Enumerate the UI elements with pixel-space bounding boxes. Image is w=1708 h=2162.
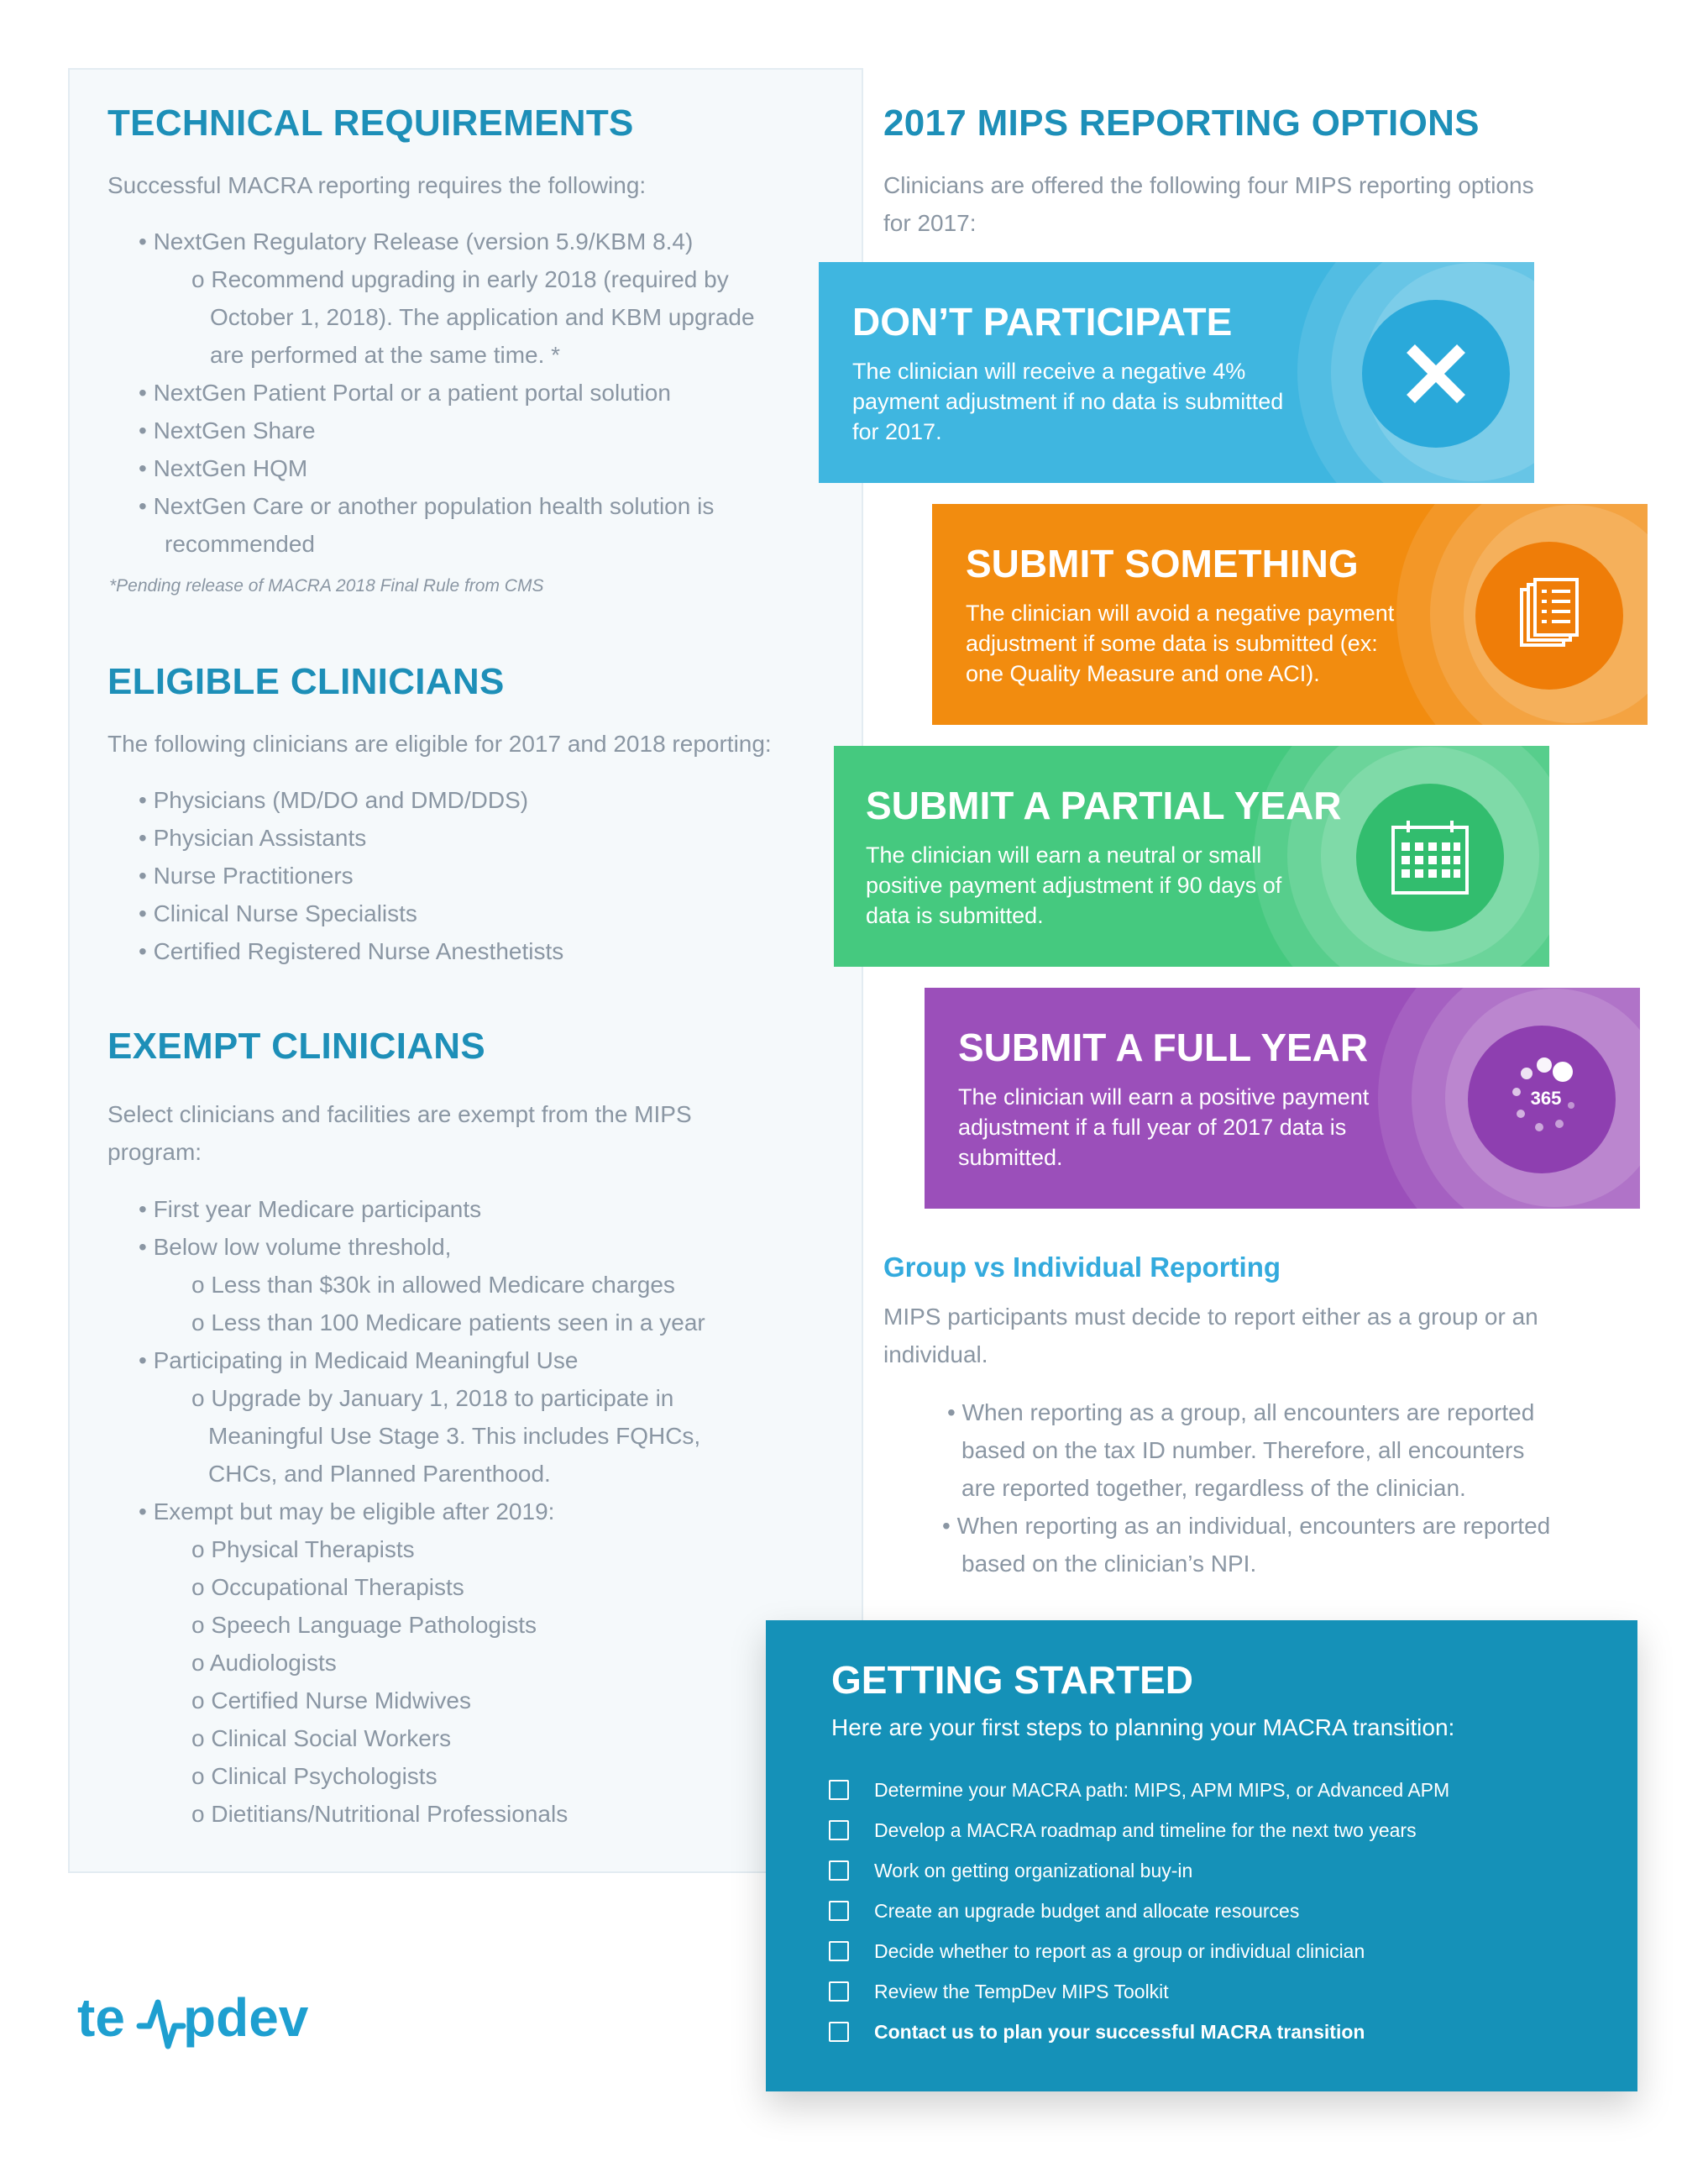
365-cycle-icon (1468, 1026, 1616, 1173)
checklist-label: Create an upgrade budget and allocate resources (874, 1899, 1300, 1922)
getting-started-heading: GETTING STARTED (831, 1658, 1194, 1702)
getting-started-subtitle: Here are your first steps to planning your MACRA transition: (831, 1714, 1455, 1740)
checklist-label: Work on getting organizational buy-in (874, 1859, 1193, 1881)
list-item: o Upgrade by January 1, 2018 to participate in (191, 1385, 674, 1411)
list-item: recommended (165, 531, 315, 557)
group-intro-1: MIPS participants must decide to report either as a group or an (883, 1304, 1538, 1330)
group-vs-individual-heading: Group vs Individual Reporting (883, 1252, 1281, 1283)
checklist-item[interactable] (829, 1858, 1192, 1883)
checklist-item[interactable] (829, 1898, 1299, 1923)
list-item: Meaningful Use Stage 3. This includes FQHCs, (208, 1423, 701, 1449)
list-item: are performed at the same time. * (210, 342, 561, 368)
exempt-intro-1: Select clinicians and facilities are exempt from the MIPS (107, 1101, 692, 1127)
list-item: • NextGen HQM (139, 455, 308, 481)
checkbox[interactable] (829, 1941, 849, 1961)
mips-intro-2: for 2017: (883, 210, 977, 236)
option-title: SUBMIT A FULL YEAR (958, 1026, 1369, 1069)
mips-options-heading: 2017 MIPS REPORTING OPTIONS (883, 102, 1480, 144)
list-item: o Audiologists (191, 1650, 337, 1676)
document-list-icon (1475, 542, 1623, 690)
list-item: o Recommend upgrading in early 2018 (required by (191, 266, 729, 292)
list-item: o Occupational Therapists (191, 1574, 464, 1600)
option-desc: The clinician will earn a positive payment adjustment if a full year of 2017 data is submitted. (958, 1084, 1370, 1170)
checklist-item[interactable] (829, 1818, 1417, 1843)
option-desc: The clinician will receive a negative 4% payment adjustment if no data is submitted for 2017. (852, 359, 1284, 444)
checklist-label: Develop a MACRA roadmap and timeline for the next two years (874, 1818, 1417, 1841)
x-icon (1362, 300, 1510, 448)
exempt-clinicians-heading: EXEMPT CLINICIANS (107, 1026, 486, 1067)
list-item: • Certified Registered Nurse Anesthetists (139, 938, 564, 964)
list-item: • Nurse Practitioners (139, 863, 354, 889)
option-submit-partial-year (834, 746, 1549, 967)
option-dont-participate (819, 262, 1534, 483)
option-desc: The clinician will earn a neutral or small positive payment adjustment if 90 days of data is submitted. (866, 842, 1282, 928)
list-item: o Less than $30k in allowed Medicare charges (191, 1272, 675, 1298)
list-item: • NextGen Care or another population health solution is (139, 493, 715, 519)
getting-started-panel (766, 1620, 1637, 2091)
365-label: 365 (1530, 1088, 1562, 1109)
list-item: • NextGen Regulatory Release (version 5.9/KBM 8.4) (139, 228, 694, 255)
checklist-item[interactable] (829, 1979, 1169, 2004)
option-submit-something (932, 504, 1648, 725)
eligible-intro: The following clinicians are eligible for 2017 and 2018 reporting: (107, 731, 772, 757)
list-item: • When reporting as an individual, encounters are reported (942, 1513, 1551, 1539)
checkbox[interactable] (829, 1901, 849, 1921)
list-item: based on the tax ID number. Therefore, all encounters (961, 1437, 1525, 1463)
exempt-intro-2: program: (107, 1139, 202, 1165)
checkbox[interactable] (829, 2022, 849, 2042)
footnote: *Pending release of MACRA 2018 Final Rule from CMS (109, 576, 544, 596)
calendar-icon (1356, 784, 1504, 931)
option-title: SUBMIT SOMETHING (966, 542, 1359, 585)
option-title: SUBMIT A PARTIAL YEAR (866, 784, 1342, 827)
list-item: • NextGen Patient Portal or a patient portal solution (139, 380, 671, 406)
checkbox[interactable] (829, 1820, 849, 1840)
checklist-item[interactable] (829, 2019, 1365, 2044)
checklist-label: Contact us to plan your successful MACRA transition (874, 2020, 1365, 2043)
logo-wordmark-start: te (77, 1987, 125, 2048)
list-item: o Clinical Psychologists (191, 1763, 437, 1789)
list-item: • Physician Assistants (139, 825, 367, 851)
checkbox[interactable] (829, 1860, 849, 1881)
option-submit-full-year (925, 988, 1640, 1209)
list-item: o Dietitians/Nutritional Professionals (191, 1801, 568, 1827)
list-item: o Certified Nurse Midwives (191, 1687, 471, 1713)
checkbox[interactable] (829, 1780, 849, 1800)
technical-requirements-heading: TECHNICAL REQUIREMENTS (107, 102, 634, 144)
heartbeat-icon (139, 2002, 183, 2046)
logo-wordmark-end: pdev (183, 1987, 309, 2048)
list-item: based on the clinician’s NPI. (961, 1551, 1257, 1577)
checklist-label: Review the TempDev MIPS Toolkit (874, 1980, 1169, 2002)
list-item: October 1, 2018). The application and KBM upgrade (210, 304, 755, 330)
tempdev-logo (77, 1984, 329, 2060)
list-item: are reported together, regardless of the clinician. (961, 1475, 1466, 1501)
group-intro-2: individual. (883, 1341, 988, 1367)
list-item: • When reporting as a group, all encounters are reported (947, 1399, 1535, 1425)
checklist-item[interactable] (829, 1939, 1365, 1964)
technical-intro: Successful MACRA reporting requires the following: (107, 172, 647, 198)
list-item: • Participating in Medicaid Meaningful Use (139, 1347, 579, 1373)
option-title: DON’T PARTICIPATE (852, 300, 1233, 344)
list-item: CHCs, and Planned Parenthood. (208, 1461, 551, 1487)
checkbox[interactable] (829, 1981, 849, 2002)
eligible-clinicians-heading: ELIGIBLE CLINICIANS (107, 661, 505, 702)
list-item: • First year Medicare participants (139, 1196, 482, 1222)
checklist-item[interactable] (829, 1777, 1449, 1803)
list-item: o Less than 100 Medicare patients seen in a year (191, 1309, 705, 1336)
option-desc: The clinician will avoid a negative payment adjustment if some data is submitted (ex: one Quality Measure and one ACI). (966, 601, 1395, 686)
list-item: • Physicians (MD/DO and DMD/DDS) (139, 787, 529, 813)
list-item: o Speech Language Pathologists (191, 1612, 537, 1638)
checklist-label: Determine your MACRA path: MIPS, APM MIPS, or Advanced APM (874, 1778, 1450, 1801)
mips-intro-1: Clinicians are offered the following four MIPS reporting options (883, 172, 1534, 198)
checklist-label: Decide whether to report as a group or individual clinician (874, 1939, 1365, 1962)
list-item: • Clinical Nurse Specialists (139, 900, 417, 926)
list-item: o Physical Therapists (191, 1536, 415, 1562)
list-item: • NextGen Share (139, 417, 316, 443)
list-item: o Clinical Social Workers (191, 1725, 452, 1751)
list-item: • Below low volume threshold, (139, 1234, 452, 1260)
list-item: • Exempt but may be eligible after 2019: (139, 1498, 555, 1524)
